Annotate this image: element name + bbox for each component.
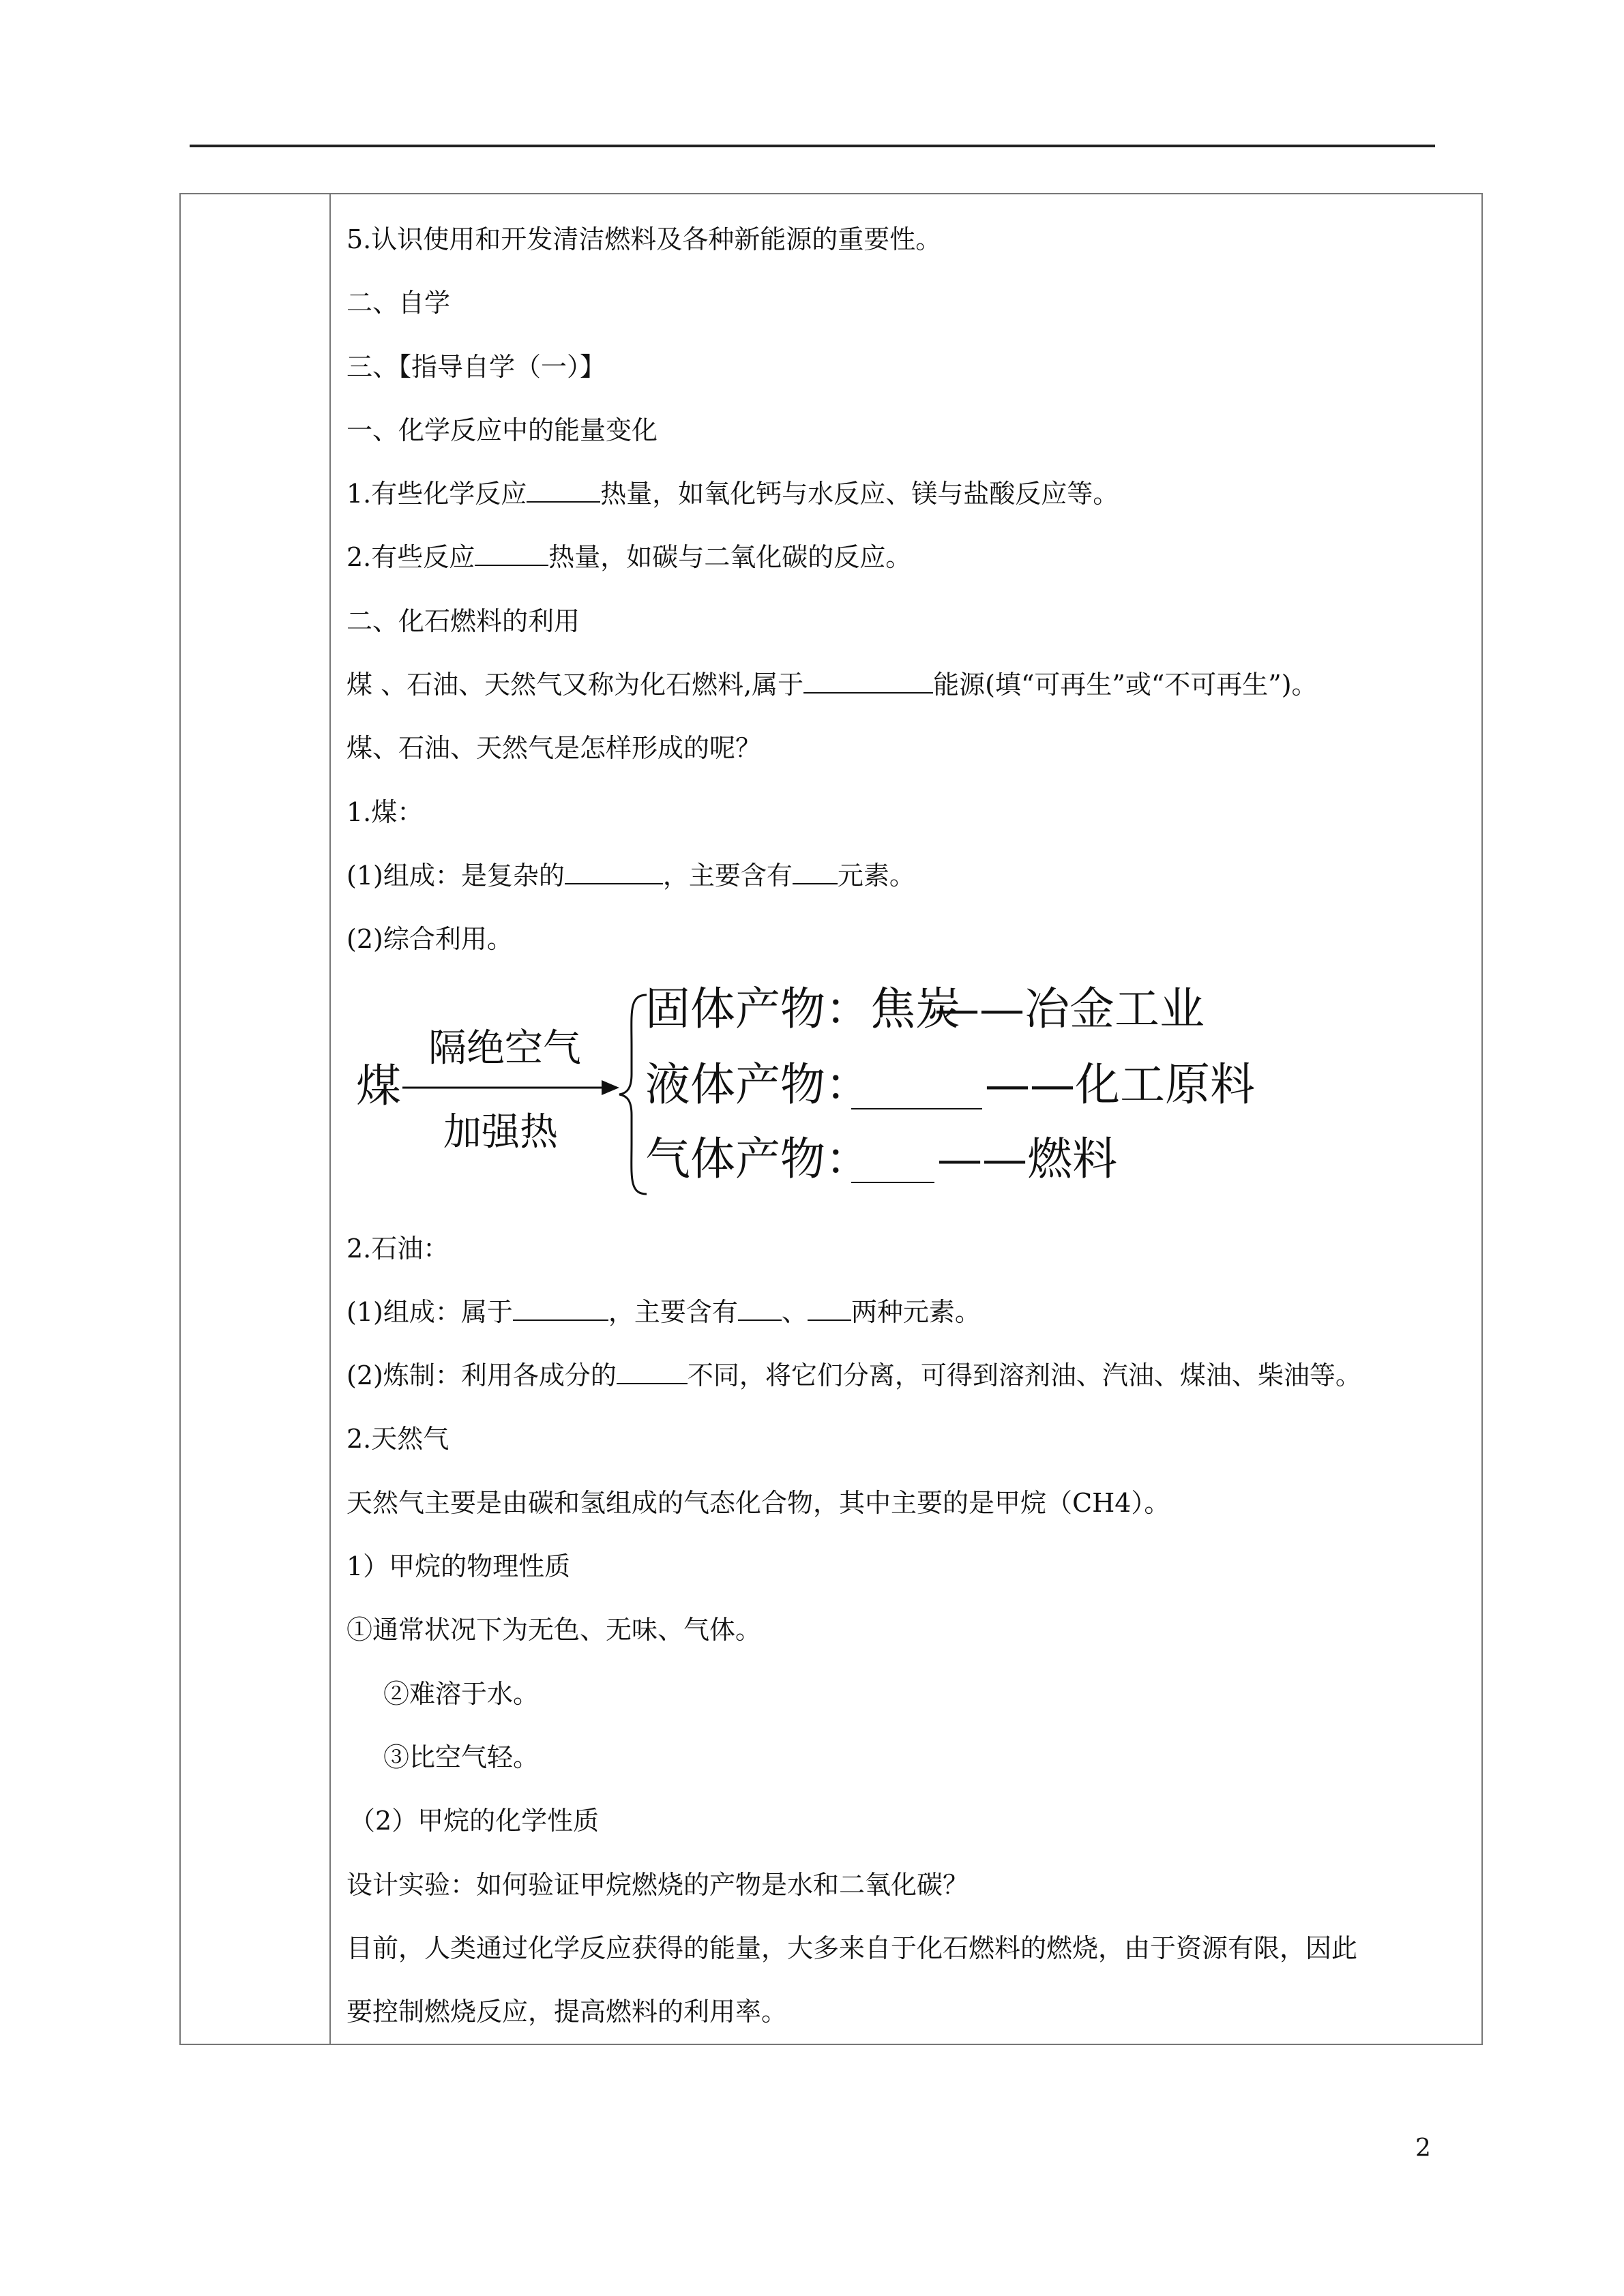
arrow-icon: [402, 1074, 621, 1101]
heading-fossil-fuel: 二、化石燃料的利用: [346, 606, 580, 636]
coal-heading: 1.煤：: [346, 796, 424, 827]
liquid-product: 液体产物：: [645, 1058, 870, 1111]
methane-property-3: ③比空气轻。: [383, 1742, 540, 1772]
petroleum-composition: (1)组成：属于 ，主要含有 、 两种元素。: [346, 1296, 981, 1327]
methane-property-1: ①通常状况下为无色、无味、气体。: [346, 1615, 762, 1645]
answer-blank[interactable]: [513, 1299, 608, 1321]
heading-energy-change: 一、化学反应中的能量变化: [346, 415, 658, 445]
question-1: 1.有些化学反应 热量，如氧化钙与水反应、镁与盐酸反应等。: [346, 479, 1119, 509]
coal-composition: (1)组成：是复杂的 ，主要含有 元素。: [346, 860, 915, 891]
answer-blank[interactable]: [565, 863, 663, 884]
answer-blank[interactable]: [527, 481, 600, 503]
natural-gas-description: 天然气主要是由碳和氢组成的气态化合物，其中主要的是甲烷（CH4）。: [346, 1487, 1170, 1518]
solid-product: 固体产物：焦炭: [645, 982, 960, 1035]
answer-blank[interactable]: [803, 672, 933, 694]
section-guided-study: 三、【指导自学（一）】: [346, 351, 606, 382]
column-divider: [329, 194, 331, 2044]
page-number: 2: [1415, 2134, 1431, 2162]
answer-blank[interactable]: [808, 1299, 851, 1321]
coal-processing-diagram: [346, 972, 1465, 1217]
formation-question: 煤、石油、天然气是怎样形成的呢？: [346, 733, 762, 764]
solid-product-use: ——冶金工业: [934, 982, 1205, 1035]
petroleum-refining: (2)炼制：利用各成分的 不同，将它们分离，可得到溶剂油、汽油、煤油、柴油等。: [346, 1360, 1361, 1391]
answer-blank[interactable]: [475, 544, 548, 566]
methane-property-2: ②难溶于水。: [383, 1678, 540, 1709]
methane-physical-heading: 1）甲烷的物理性质: [346, 1551, 571, 1582]
header-rule: [190, 145, 1435, 147]
answer-blank[interactable]: [793, 863, 838, 884]
condition-isolate-air: 隔绝空气: [428, 1026, 581, 1071]
conclusion-line-1: 目前，人类通过化学反应获得的能量，大多来自于化石燃料的燃烧，由于资源有限，因此: [346, 1933, 1358, 1963]
answer-blank[interactable]: [617, 1362, 688, 1384]
gas-product-use: ——燃料: [937, 1132, 1117, 1185]
question-2: 2.有些反应 热量，如碳与二氧化碳的反应。: [346, 542, 912, 573]
section-self-study: 二、自学: [346, 288, 451, 318]
coal-label: 煤: [356, 1059, 401, 1112]
petroleum-heading: 2.石油：: [346, 1233, 449, 1264]
liquid-product-blank[interactable]: [851, 1074, 982, 1109]
condition-strong-heat: 加强热: [443, 1109, 558, 1154]
liquid-product-use: ——化工原料: [985, 1058, 1255, 1111]
methane-chemical-heading: （2）甲烷的化学性质: [349, 1806, 600, 1836]
coal-utilization: (2)综合利用。: [346, 924, 513, 955]
answer-blank[interactable]: [738, 1299, 782, 1321]
conclusion-line-2: 要控制燃烧反应，提高燃料的利用率。: [346, 1997, 788, 2027]
objective-5: 5.认识使用和开发清洁燃料及各种新能源的重要性。: [346, 224, 942, 254]
gas-product: 气体产物：: [645, 1132, 870, 1185]
lesson-content: [346, 208, 1465, 2044]
natural-gas-heading: 2.天然气: [346, 1424, 449, 1455]
experiment-design: 设计实验：如何验证甲烷燃烧的产物是水和二氧化碳？: [346, 1869, 969, 1900]
fossil-fuel-definition: 煤 、石油、天然气又称为化石燃料,属于 能源(填“可再生”或“不可再生”)。: [346, 670, 1318, 700]
gas-product-blank[interactable]: [851, 1148, 934, 1183]
lesson-table: [179, 193, 1483, 2045]
